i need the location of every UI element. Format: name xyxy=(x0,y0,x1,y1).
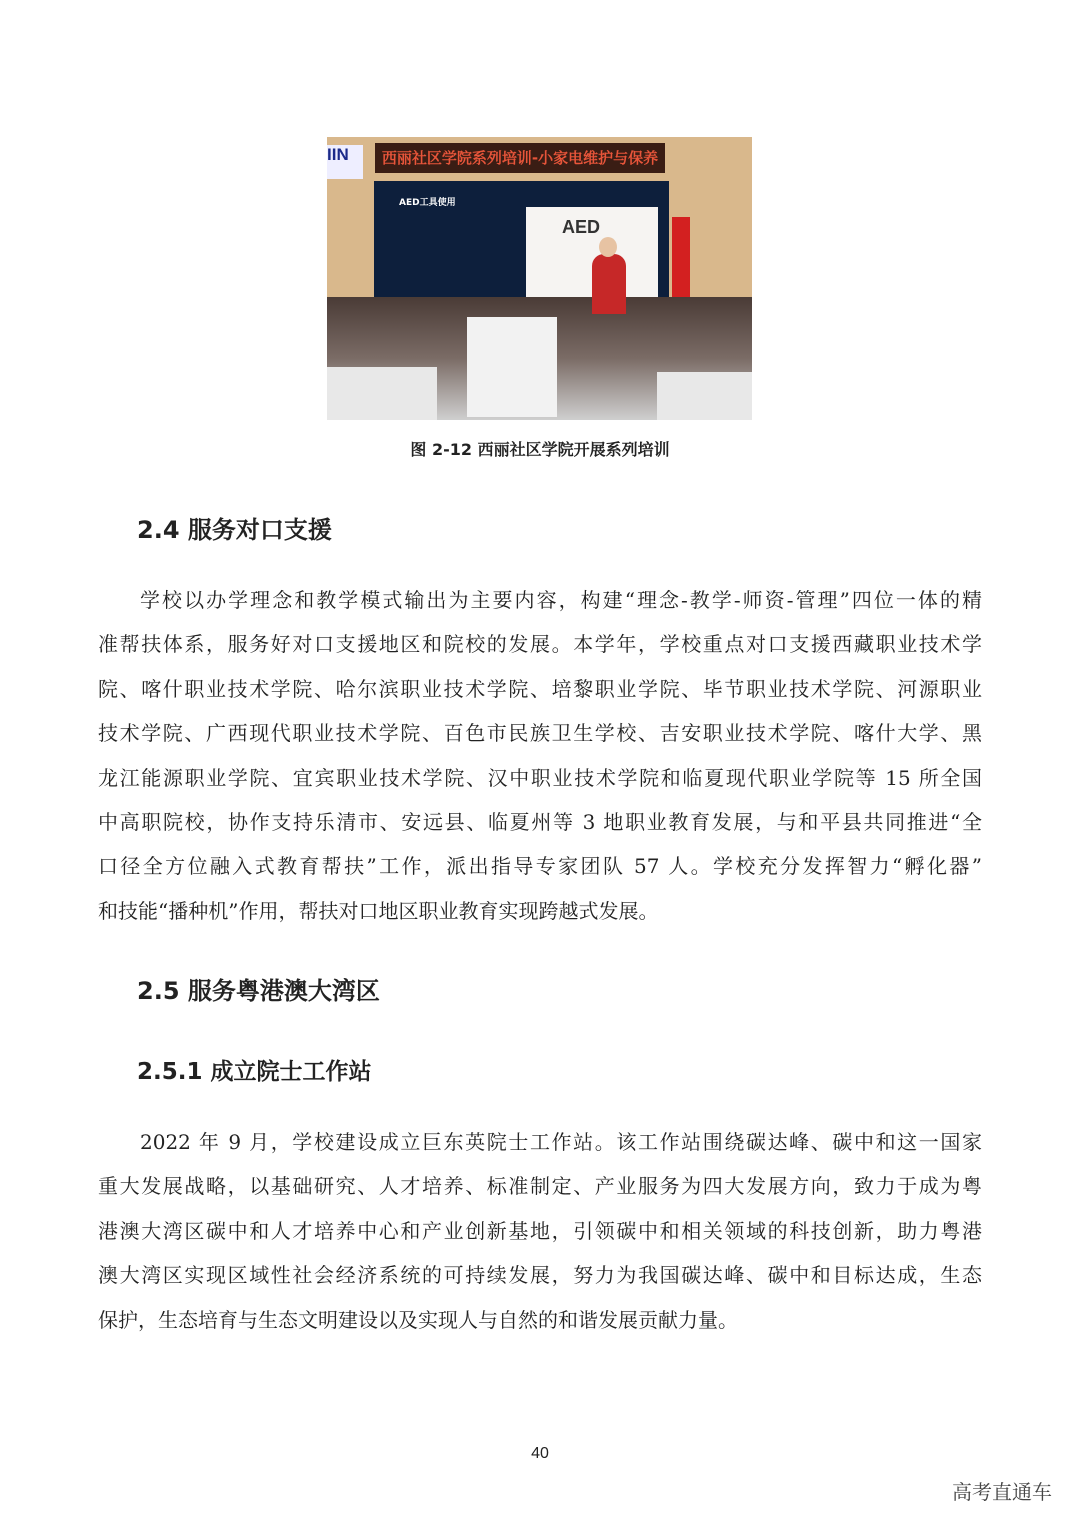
training-photo xyxy=(327,137,752,420)
audience xyxy=(327,297,752,420)
led-banner: 西丽社区学院系列培训-小家电维护与保养 xyxy=(375,143,665,173)
text-line: 保护，生态培育与生态文明建设以及实现人与自然的和谐发展贡献力量。 xyxy=(98,1307,738,1332)
section-heading-2-4: 2.4 服务对口支援 xyxy=(137,516,332,544)
text-line: 技术学院、广西现代职业技术学院、百色市民族卫生学校、吉安职业技术学院、喀什大学、黑 xyxy=(98,721,982,746)
text-line: 中高职院校，协作支持乐清市、安远县、临夏州等 3 地职业教育发展，与和平县共同推进“全 xyxy=(98,810,982,835)
speaker-head xyxy=(599,237,617,257)
text-line: 院、喀什职业技术学院、哈尔滨职业技术学院、培黎职业学院、毕节职业技术学院、河源职业 xyxy=(98,676,982,701)
section-heading-2-5: 2.5 服务粤港澳大湾区 xyxy=(137,977,380,1005)
page-number: 40 xyxy=(531,1445,549,1462)
text-line: 准帮扶体系，服务好对口支援地区和院校的发展。本学年，学校重点对口支援西藏职业技术学 xyxy=(98,632,982,657)
logo: IIN xyxy=(327,145,363,179)
text-line: 龙江能源职业学院、宜宾职业技术学院、汉中职业技术学院和临夏现代职业学院等 15 所全国 xyxy=(98,765,982,790)
text-line: 口径全方位融入式教育帮扶”工作，派出指导专家团队 57 人。学校充分发挥智力“孵化器” xyxy=(98,854,982,879)
slide-title: AED工具使用 xyxy=(399,198,456,208)
text-line: 澳大湾区实现区域性社会经济系统的可持续发展，努力为我国碳达峰、碳中和目标达成，生态 xyxy=(98,1263,982,1288)
text-line: 重大发展战略，以基础研究、人才培养、标准制定、产业服务为四大发展方向，致力于成为粤 xyxy=(98,1174,982,1199)
figure-caption: 图 2-12 西丽社区学院开展系列培训 xyxy=(410,440,670,459)
watermark: 高考直通车 xyxy=(952,1480,1052,1504)
text-line: 港澳大湾区碳中和人才培养中心和产业创新基地，引领碳中和相关领域的科技创新，助力粤港 xyxy=(98,1218,982,1243)
slide-label: AED xyxy=(562,217,601,237)
paragraph-2-4 xyxy=(98,578,982,933)
text-line: 2022 年 9 月，学校建设成立巨东英院士工作站。该工作站围绕碳达峰、碳中和这一国家 xyxy=(140,1130,982,1154)
paragraph-2-5-1 xyxy=(98,1120,982,1342)
text-line: 学校以办学理念和教学模式输出为主要内容，构建“理念-教学-师资-管理”四位一体的精 xyxy=(140,588,982,612)
section-heading-2-5-1: 2.5.1 成立院士工作站 xyxy=(137,1059,372,1085)
text-line: 和技能“播种机”作用，帮扶对口地区职业教育实现跨越式发展。 xyxy=(98,898,659,923)
speaker xyxy=(592,254,626,314)
